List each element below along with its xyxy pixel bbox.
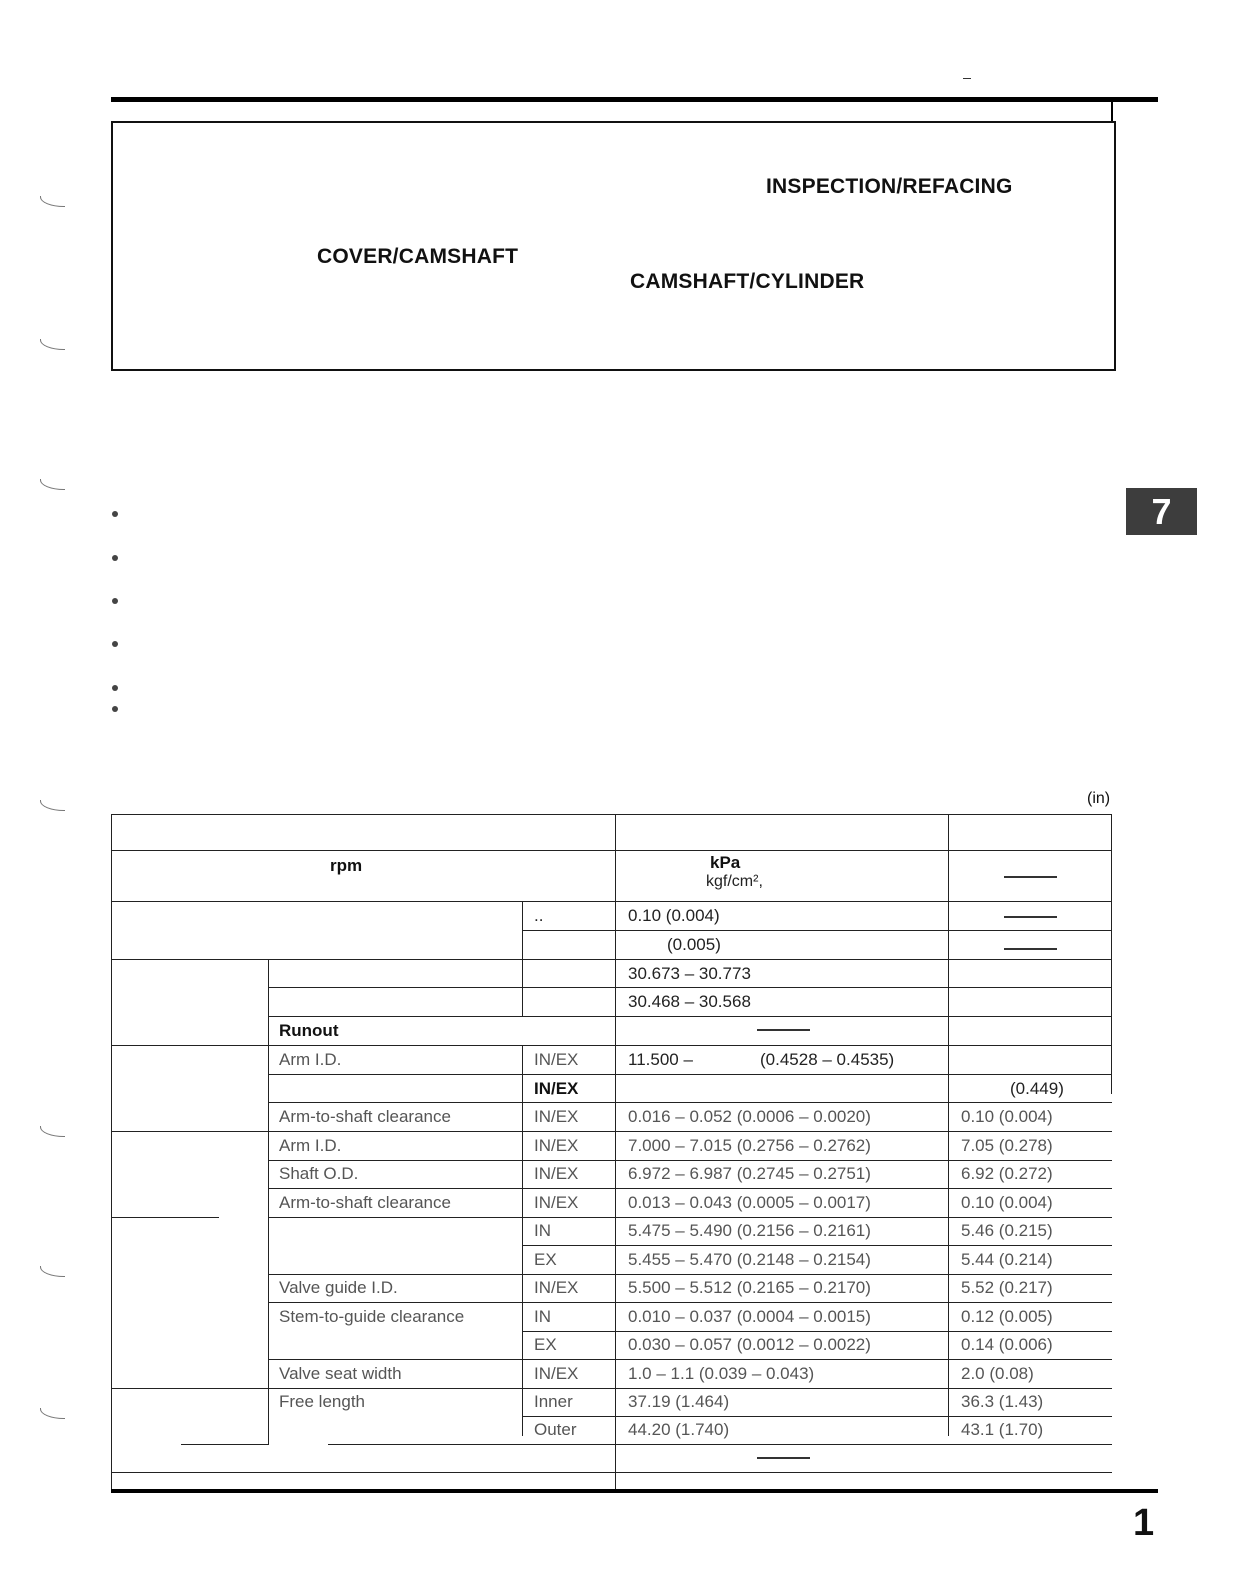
row-limit: 0.10 (0.004) (961, 1193, 1053, 1212)
table-rule-vertical (615, 814, 616, 1491)
runout-label: Runout (279, 1021, 339, 1040)
table-rule (328, 1444, 1112, 1445)
contents-item-camshaft-cylinder[interactable]: CAMSHAFT/CYLINDER (630, 270, 865, 293)
row-sub: EX (534, 1250, 557, 1269)
row-standard: 1.0 – 1.1 (0.039 – 0.043) (628, 1364, 815, 1383)
empty-standard-dash (757, 1029, 810, 1031)
contents-item-inspection-refacing[interactable]: INSPECTION/REFACING (766, 175, 1013, 198)
section-tab[interactable]: 7 (1126, 488, 1197, 535)
row-sub: IN/EX (534, 1136, 579, 1155)
contents-box (111, 121, 1116, 371)
row-limit: 43.1 (1.70) (961, 1420, 1044, 1439)
table-rule (111, 1388, 1112, 1389)
table-rule (268, 1016, 1112, 1017)
row-limit: 0.14 (0.006) (961, 1335, 1053, 1354)
row-sub: IN (534, 1221, 551, 1240)
row-limit: 5.44 (0.214) (961, 1250, 1053, 1269)
table-rule (268, 1188, 1112, 1189)
row-item: Valve seat width (279, 1364, 402, 1383)
row-standard-extra: (0.4528 – 0.4535) (760, 1050, 895, 1069)
binding-hole-mark (40, 479, 65, 490)
row-item: Free length (279, 1392, 365, 1411)
row-limit: 6.92 (0.272) (961, 1164, 1053, 1183)
binding-hole-mark (40, 1266, 65, 1277)
row-sub: Inner (534, 1392, 573, 1411)
cam-height-standard: 30.673 – 30.773 (628, 964, 751, 983)
row-standard: 5.455 – 5.470 (0.2148 – 0.2154) (628, 1250, 871, 1269)
row-limit: 36.3 (1.43) (961, 1392, 1044, 1411)
table-rule-vertical (522, 1045, 523, 1436)
bullet-dot (112, 706, 118, 712)
row-sub: IN/EX (534, 1050, 579, 1069)
row-limit: (0.449) (1010, 1079, 1064, 1098)
table-rule-vertical (268, 959, 269, 1445)
row-item: Shaft O.D. (279, 1164, 359, 1183)
binding-hole-mark (40, 196, 65, 207)
binding-hole-mark (40, 339, 65, 350)
row-sub: IN/EX (534, 1107, 579, 1126)
table-rule (268, 1102, 1112, 1103)
table-rule (268, 1217, 1112, 1218)
row-item: Valve guide I.D. (279, 1278, 398, 1297)
row-sub: IN/EX (534, 1164, 579, 1183)
table-rule (522, 1331, 1112, 1332)
row-standard: 11.500 – (628, 1050, 693, 1069)
table-rule-vertical (1111, 814, 1112, 1094)
table-unit-note: (in) (1087, 790, 1111, 807)
row-standard: 0.010 – 0.037 (0.0004 – 0.0015) (628, 1307, 871, 1326)
table-rule (268, 1160, 1112, 1161)
binding-hole-mark (40, 1126, 65, 1137)
empty-limit-dash (1004, 948, 1057, 950)
contents-item-cover-camshaft[interactable]: COVER/CAMSHAFT (317, 245, 519, 268)
compression-item: rpm (330, 856, 363, 875)
binding-hole-mark (40, 800, 65, 811)
header-rule (111, 97, 1158, 102)
compression-standard-unit: kPa (710, 853, 741, 872)
table-rule-vertical (111, 814, 112, 1491)
clearance-standard: 0.10 (0.004) (628, 906, 720, 925)
table-rule (522, 930, 1112, 931)
table-rule (268, 1359, 1112, 1360)
table-rule-vertical (522, 901, 523, 1016)
binding-hole-mark (40, 1408, 65, 1419)
row-standard: 0.013 – 0.043 (0.0005 – 0.0017) (628, 1193, 871, 1212)
bullet-dot (112, 598, 118, 604)
row-limit: 7.05 (0.278) (961, 1136, 1053, 1155)
table-rule (111, 850, 1112, 851)
empty-limit-dash (1004, 916, 1057, 918)
header-rule-tick (1111, 100, 1113, 122)
row-sub: IN/EX (534, 1079, 579, 1098)
table-rule (111, 1472, 1112, 1473)
row-limit: 0.12 (0.005) (961, 1307, 1053, 1326)
row-item: Arm-to-shaft clearance (279, 1107, 451, 1126)
row-item: Stem-to-guide clearance (279, 1307, 465, 1326)
row-sub: IN (534, 1307, 551, 1326)
row-sub: Outer (534, 1420, 577, 1439)
row-sub: IN/EX (534, 1364, 579, 1383)
table-rule (522, 1416, 1112, 1417)
empty-limit-dash (1004, 876, 1057, 878)
row-item: Arm-to-shaft clearance (279, 1193, 451, 1212)
header-dash (963, 78, 971, 79)
row-standard: 0.030 – 0.057 (0.0012 – 0.0022) (628, 1335, 871, 1354)
table-rule (268, 1074, 1112, 1075)
compression-standard-unit-alt: kgf/cm², (706, 873, 763, 890)
page-number: 1 (1133, 1502, 1155, 1544)
table-rule (268, 1302, 1112, 1303)
table-rule (111, 901, 1112, 902)
cam-height-standard: 30.468 – 30.568 (628, 992, 751, 1011)
table-rule (111, 814, 1112, 815)
bullet-dot (112, 641, 118, 647)
row-limit: 0.10 (0.004) (961, 1107, 1053, 1126)
table-rule-vertical (948, 814, 949, 1436)
bullet-dot (112, 555, 118, 561)
row-limit: 5.52 (0.217) (961, 1278, 1053, 1297)
table-rule (268, 987, 1112, 988)
table-rule (522, 1245, 1112, 1246)
row-sub: EX (534, 1335, 557, 1354)
row-limit: 2.0 (0.08) (961, 1364, 1034, 1383)
row-standard: 6.972 – 6.987 (0.2745 – 0.2751) (628, 1164, 871, 1183)
empty-standard-dash (757, 1457, 810, 1459)
clearance-sub: .. (534, 906, 544, 925)
table-rule (268, 1274, 1112, 1275)
row-standard: 5.475 – 5.490 (0.2156 – 0.2161) (628, 1221, 871, 1240)
row-standard: 7.000 – 7.015 (0.2756 – 0.2762) (628, 1136, 871, 1155)
row-item: Arm I.D. (279, 1136, 342, 1155)
row-sub: IN/EX (534, 1278, 579, 1297)
table-rule (181, 1444, 268, 1445)
table-rule (111, 959, 1112, 960)
row-standard: 0.016 – 0.052 (0.0006 – 0.0020) (628, 1107, 871, 1126)
bullet-dot (112, 511, 118, 517)
footer-rule (111, 1489, 1158, 1493)
row-limit: 5.46 (0.215) (961, 1221, 1053, 1240)
row-standard: 44.20 (1.740) (628, 1420, 730, 1439)
clearance-standard: (0.005) (667, 935, 721, 954)
row-item: Arm I.D. (279, 1050, 342, 1069)
table-rule (111, 1217, 219, 1218)
row-sub: IN/EX (534, 1193, 579, 1212)
bullet-dot (112, 685, 118, 691)
table-rule (111, 1131, 1112, 1132)
row-standard: 5.500 – 5.512 (0.2165 – 0.2170) (628, 1278, 871, 1297)
table-rule (111, 1045, 1112, 1046)
row-standard: 37.19 (1.464) (628, 1392, 730, 1411)
